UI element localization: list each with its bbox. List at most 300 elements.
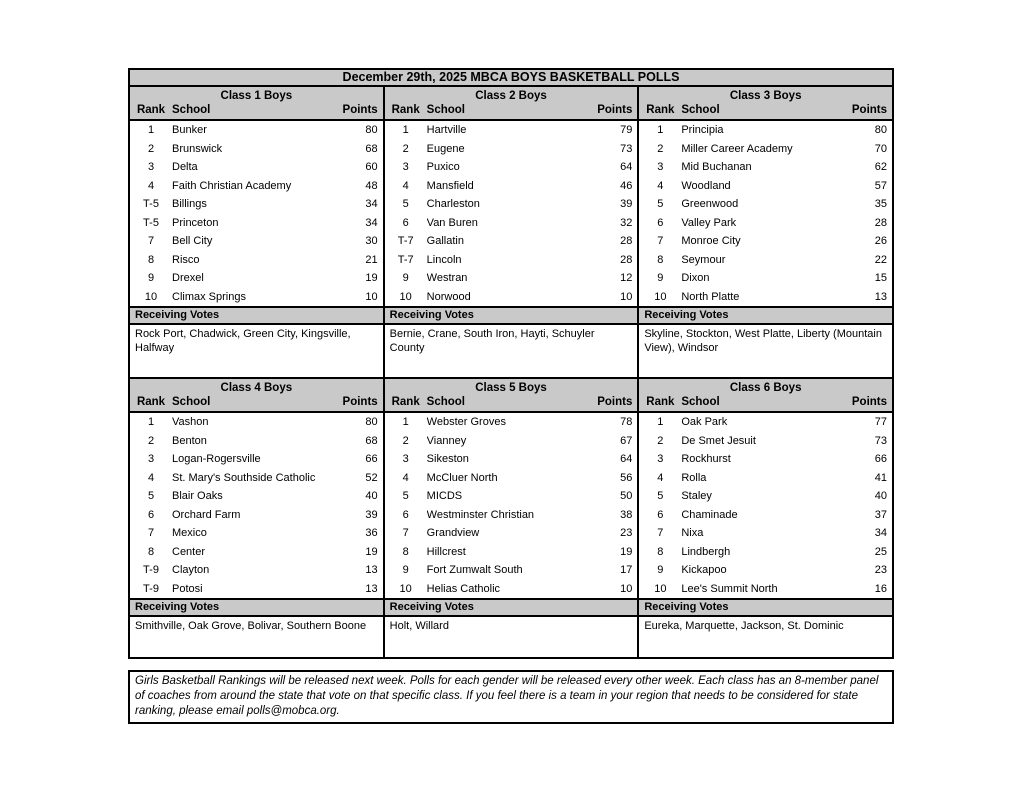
rank-cell: 4 [402,471,409,484]
ranking-row [385,121,638,140]
class-header [639,87,892,121]
rank-cell: 9 [147,272,155,284]
receiving-votes-label: Receiving Votes [130,306,383,325]
rank-cell: 1 [147,124,155,136]
ranking-row [385,251,638,270]
rank-cell: 3 [147,453,155,465]
ranking-row [130,413,383,432]
points-cell: 32 [620,216,633,229]
ranking-row [130,121,383,140]
rank-cell: 2 [147,142,155,155]
rank-cell: T-9 [143,582,159,595]
ranking-row [130,543,383,562]
rank-cell: T-7 [397,235,414,247]
ranking-row [385,561,638,580]
school-cell: Delta [172,161,198,173]
school-cell: Sikeston [426,453,469,465]
school-cell: Westran [426,272,468,284]
ranking-row [385,269,638,288]
class-3-panel [639,87,892,377]
ranking-row [385,506,638,525]
receiving-votes-text: Skyline, Stockton, West Platte, Liberty (Mountain View), Windsor [644,328,882,354]
school-cell: Hartville [426,124,467,136]
school-cell: Drexel [172,272,204,284]
school-cell: Lee's Summit North [681,582,778,595]
rank-column-header: Rank [391,104,420,116]
rank-cell: 10 [399,582,412,595]
rank-cell: 6 [147,508,155,521]
ranking-row [130,214,383,233]
receiving-votes-text: Bernie, Crane, South Iron, Hayti, Schuyler County [389,328,595,354]
school-cell: Charleston [426,198,480,210]
school-cell: Blair Oaks [172,490,223,502]
ranking-row [639,487,892,506]
school-column-header: School [172,396,211,408]
ranking-row [130,269,383,288]
school-column-header: School [681,104,720,116]
column-headers [385,103,638,119]
ranking-row [639,288,892,307]
school-cell: Woodland [681,179,731,192]
ranking-row [130,140,383,159]
ranking-row [385,487,638,506]
rank-cell: 7 [147,235,155,247]
ranking-row [639,121,892,140]
school-cell: Mid Buchanan [681,161,752,173]
points-cell: 64 [620,161,633,173]
ranking-row [639,561,892,580]
class-5-panel [385,379,640,657]
points-cell: 28 [874,216,888,229]
class-header [385,87,638,121]
rank-cell: 7 [147,527,155,539]
points-cell: 12 [620,272,633,284]
class-title: Class 4 Boys [220,382,293,394]
rank-cell: 8 [402,545,409,558]
school-cell: Grandview [426,527,480,539]
ranking-row [385,580,638,599]
points-cell: 34 [365,198,378,210]
ranking-row [385,195,638,214]
receiving-votes-label: Receiving Votes [130,598,383,617]
points-cell: 23 [874,564,888,576]
school-cell: Center [172,545,206,558]
rank-cell: 4 [657,179,664,192]
points-cell: 26 [874,235,888,247]
points-cell: 38 [620,508,633,521]
rank-cell: 6 [402,508,409,521]
points-cell: 62 [874,161,888,173]
class-header [130,87,383,121]
school-cell: Seymour [681,253,726,266]
rank-column-header: Rank [391,396,420,408]
school-cell: Van Buren [426,216,478,229]
rank-cell: 8 [657,545,664,558]
school-cell: Monroe City [681,235,741,247]
school-cell: Princeton [172,216,219,229]
receiving-votes-text: Holt, Willard [389,620,449,632]
points-cell: 21 [365,253,378,266]
ranking-row [385,177,638,196]
ranking-row [130,487,383,506]
points-cell: 17 [620,564,633,576]
ranking-row [130,432,383,451]
class-header [385,379,638,413]
rank-cell: 1 [402,416,409,428]
points-column-header: Points [851,396,888,408]
ranking-row [639,524,892,543]
school-column-header: School [681,396,720,408]
school-cell: Climax Springs [172,290,246,303]
ranking-row [639,580,892,599]
rank-cell: 7 [657,527,664,539]
school-cell: Risco [172,253,200,266]
class-title: Class 1 Boys [220,90,293,102]
rankings-list [130,121,383,306]
ranking-row [130,251,383,270]
points-cell: 78 [620,416,633,428]
rank-cell: 5 [402,198,409,210]
school-cell: Miller Career Academy [681,142,793,155]
rank-column-header: Rank [646,104,675,116]
rank-cell: 1 [402,124,409,136]
school-cell: Principia [681,124,724,136]
class-title: Class 6 Boys [729,382,802,394]
points-cell: 56 [620,471,633,484]
school-cell: Potosi [172,582,203,595]
school-cell: Fort Zumwalt South [426,564,523,576]
points-cell: 73 [620,142,633,155]
column-headers [639,103,892,119]
column-headers [385,395,638,411]
school-cell: Billings [172,198,207,210]
rank-cell: 10 [144,290,158,303]
ranking-row [130,561,383,580]
rank-column-header: Rank [646,396,675,408]
receiving-votes-text: Rock Port, Chadwick, Green City, Kingsville, Halfway [135,328,351,354]
rank-cell: 5 [147,490,155,502]
rank-column-header: Rank [136,396,166,408]
points-cell: 48 [365,179,378,192]
school-cell: Dixon [681,272,710,284]
school-cell: Chaminade [681,508,738,521]
points-cell: 79 [620,124,633,136]
ranking-row [385,450,638,469]
ranking-row [130,158,383,177]
school-cell: Rolla [681,471,707,484]
ranking-row [385,469,638,488]
column-headers [130,395,383,411]
rank-cell: 7 [657,235,664,247]
points-cell: 50 [620,490,633,502]
points-cell: 15 [874,272,888,284]
rank-cell: 5 [657,490,664,502]
rank-cell: 9 [402,272,409,284]
points-cell: 34 [874,527,888,539]
school-cell: MICDS [426,490,463,502]
rankings-list [639,413,892,598]
rank-cell: 4 [147,179,155,192]
rank-cell: 10 [654,582,667,595]
points-cell: 73 [874,434,888,447]
points-cell: 10 [365,290,378,303]
ranking-row [130,288,383,307]
points-cell: 25 [874,545,888,558]
rank-cell: 4 [657,471,664,484]
school-column-header: School [426,104,466,116]
points-cell: 40 [874,490,888,502]
school-column-header: School [172,104,211,116]
points-cell: 16 [874,582,888,595]
ranking-row [130,232,383,251]
rankings-list [130,413,383,598]
class-2-panel [385,87,640,377]
ranking-row [639,195,892,214]
ranking-row [130,469,383,488]
rank-cell: 10 [654,290,667,303]
rank-cell: 3 [402,161,409,173]
points-cell: 10 [620,582,633,595]
rank-cell: 9 [657,564,664,576]
school-cell: Norwood [426,290,471,303]
footer-note: Girls Basketball Rankings will be released next week. Polls for each gender will be released every other week. Each class has an 8-member panel of coaches from around the state that vote on that specific class. If you feel there is a team in your region that needs to be considered for state ranking, please email polls@mobca.org. [128,670,894,724]
rank-cell: 5 [402,490,409,502]
school-cell: Mexico [172,527,207,539]
points-cell: 19 [620,545,633,558]
points-cell: 57 [874,179,888,192]
school-cell: Oak Park [681,416,728,428]
ranking-row [639,432,892,451]
class-title: Class 5 Boys [475,382,547,394]
points-column-header: Points [597,104,633,116]
ranking-row [130,524,383,543]
points-cell: 77 [874,416,888,428]
points-cell: 13 [365,564,378,576]
points-cell: 22 [874,253,888,266]
school-cell: Vashon [172,416,209,428]
rank-cell: 4 [402,179,409,192]
ranking-row [385,543,638,562]
points-cell: 68 [365,434,378,447]
school-cell: North Platte [681,290,740,303]
class-4-panel [130,379,385,657]
rank-cell: 3 [657,453,664,465]
points-cell: 37 [874,508,888,521]
points-cell: 80 [365,416,378,428]
rankings-list [639,121,892,306]
school-cell: Eugene [426,142,465,155]
points-cell: 70 [874,142,888,155]
rank-cell: 2 [402,142,409,155]
school-cell: Webster Groves [426,416,506,428]
ranking-row [130,450,383,469]
column-headers [130,103,383,119]
receiving-votes-text: Eureka, Marquette, Jackson, St. Dominic [644,620,844,632]
rank-cell: 3 [657,161,664,173]
rank-cell: T-5 [143,198,159,210]
ranking-row [639,140,892,159]
ranking-row [385,524,638,543]
ranking-row [639,543,892,562]
rank-cell: 4 [147,471,155,484]
receiving-votes-label: Receiving Votes [385,598,638,617]
school-cell: Greenwood [681,198,739,210]
ranking-row [639,506,892,525]
points-cell: 52 [365,471,378,484]
school-cell: St. Mary's Southside Catholic [172,471,316,484]
document-title: December 29th, 2025 MBCA BOYS BASKETBALL POLLS [128,68,894,87]
polls-sheet [128,68,894,659]
points-cell: 68 [365,142,378,155]
points-cell: 80 [874,124,888,136]
ranking-row [639,251,892,270]
rank-cell: 6 [657,508,664,521]
ranking-row [639,177,892,196]
school-cell: Vianney [426,434,467,447]
rankings-list [385,413,638,598]
class-1-panel [130,87,385,377]
ranking-row [639,413,892,432]
school-cell: Bunker [172,124,207,136]
school-cell: Mansfield [426,179,474,192]
school-cell: Logan-Rogersville [172,453,261,465]
points-cell: 64 [620,453,633,465]
ranking-row [639,469,892,488]
school-column-header: School [426,396,466,408]
section-classes-4-6 [130,377,892,657]
points-cell: 19 [365,272,378,284]
points-column-header: Points [597,396,633,408]
rank-cell: 9 [402,564,409,576]
points-cell: 66 [874,453,888,465]
rank-cell: 1 [147,416,155,428]
points-cell: 13 [365,582,378,595]
school-cell: Benton [172,434,207,447]
points-cell: 30 [365,235,378,247]
ranking-row [130,177,383,196]
rank-cell: 6 [657,216,664,229]
points-cell: 10 [620,290,633,303]
rank-cell: 6 [402,216,409,229]
points-cell: 39 [620,198,633,210]
rank-cell: 8 [657,253,664,266]
ranking-row [130,195,383,214]
points-cell: 66 [365,453,378,465]
school-cell: Lincoln [426,253,462,266]
points-cell: 36 [365,527,378,539]
ranking-row [130,580,383,599]
receiving-votes-label: Receiving Votes [639,598,892,617]
school-cell: Lindbergh [681,545,731,558]
school-cell: Rockhurst [681,453,731,465]
points-cell: 39 [365,508,378,521]
class-header [130,379,383,413]
points-column-header: Points [851,104,888,116]
points-cell: 13 [874,290,888,303]
points-cell: 41 [874,471,888,484]
ranking-row [385,232,638,251]
rank-cell: 8 [147,545,155,558]
points-cell: 28 [620,235,633,247]
points-cell: 23 [620,527,633,539]
rank-column-header: Rank [136,104,166,116]
section-classes-1-3 [130,87,892,377]
school-cell: McCluer North [426,471,498,484]
rank-cell: T-7 [397,253,414,266]
rank-cell: 1 [657,124,664,136]
class-title: Class 2 Boys [475,90,547,102]
points-cell: 60 [365,161,378,173]
receiving-votes-text: Smithville, Oak Grove, Bolivar, Southern Boone [135,620,367,632]
points-cell: 40 [365,490,378,502]
rank-cell: 1 [657,416,664,428]
ranking-row [385,413,638,432]
school-cell: Clayton [172,564,210,576]
ranking-row [639,269,892,288]
rank-cell: 2 [147,434,155,447]
school-cell: Bell City [172,235,213,247]
rank-cell: 10 [399,290,412,303]
rank-cell: T-9 [143,564,159,576]
points-column-header: Points [342,104,378,116]
ranking-row [385,140,638,159]
ranking-row [639,214,892,233]
class-header [639,379,892,413]
school-cell: Nixa [681,527,704,539]
class-6-panel [639,379,892,657]
ranking-row [385,288,638,307]
school-cell: Valley Park [681,216,737,229]
points-cell: 80 [365,124,378,136]
rank-cell: 7 [402,527,409,539]
ranking-row [385,214,638,233]
points-column-header: Points [342,396,378,408]
school-cell: Staley [681,490,712,502]
receiving-votes-label: Receiving Votes [639,306,892,325]
school-cell: Puxico [426,161,460,173]
points-cell: 46 [620,179,633,192]
rank-cell: 2 [657,142,664,155]
ranking-row [639,158,892,177]
rank-cell: 2 [402,434,409,447]
points-cell: 19 [365,545,378,558]
rank-cell: 9 [657,272,664,284]
rankings-list [385,121,638,306]
school-cell: De Smet Jesuit [681,434,756,447]
rank-cell: 3 [402,453,409,465]
points-cell: 34 [365,216,378,229]
school-cell: Westminster Christian [426,508,535,521]
column-headers [639,395,892,411]
polls-table [128,87,894,659]
class-title: Class 3 Boys [729,90,802,102]
school-cell: Brunswick [172,142,223,155]
ranking-row [385,158,638,177]
points-cell: 67 [620,434,633,447]
ranking-row [385,432,638,451]
school-cell: Faith Christian Academy [172,179,292,192]
school-cell: Kickapoo [681,564,727,576]
rank-cell: 2 [657,434,664,447]
receiving-votes-label: Receiving Votes [385,306,638,325]
school-cell: Hillcrest [426,545,466,558]
school-cell: Gallatin [426,235,464,247]
rank-cell: 5 [657,198,664,210]
school-cell: Helias Catholic [426,582,501,595]
points-cell: 28 [620,253,633,266]
ranking-row [130,506,383,525]
school-cell: Orchard Farm [172,508,241,521]
